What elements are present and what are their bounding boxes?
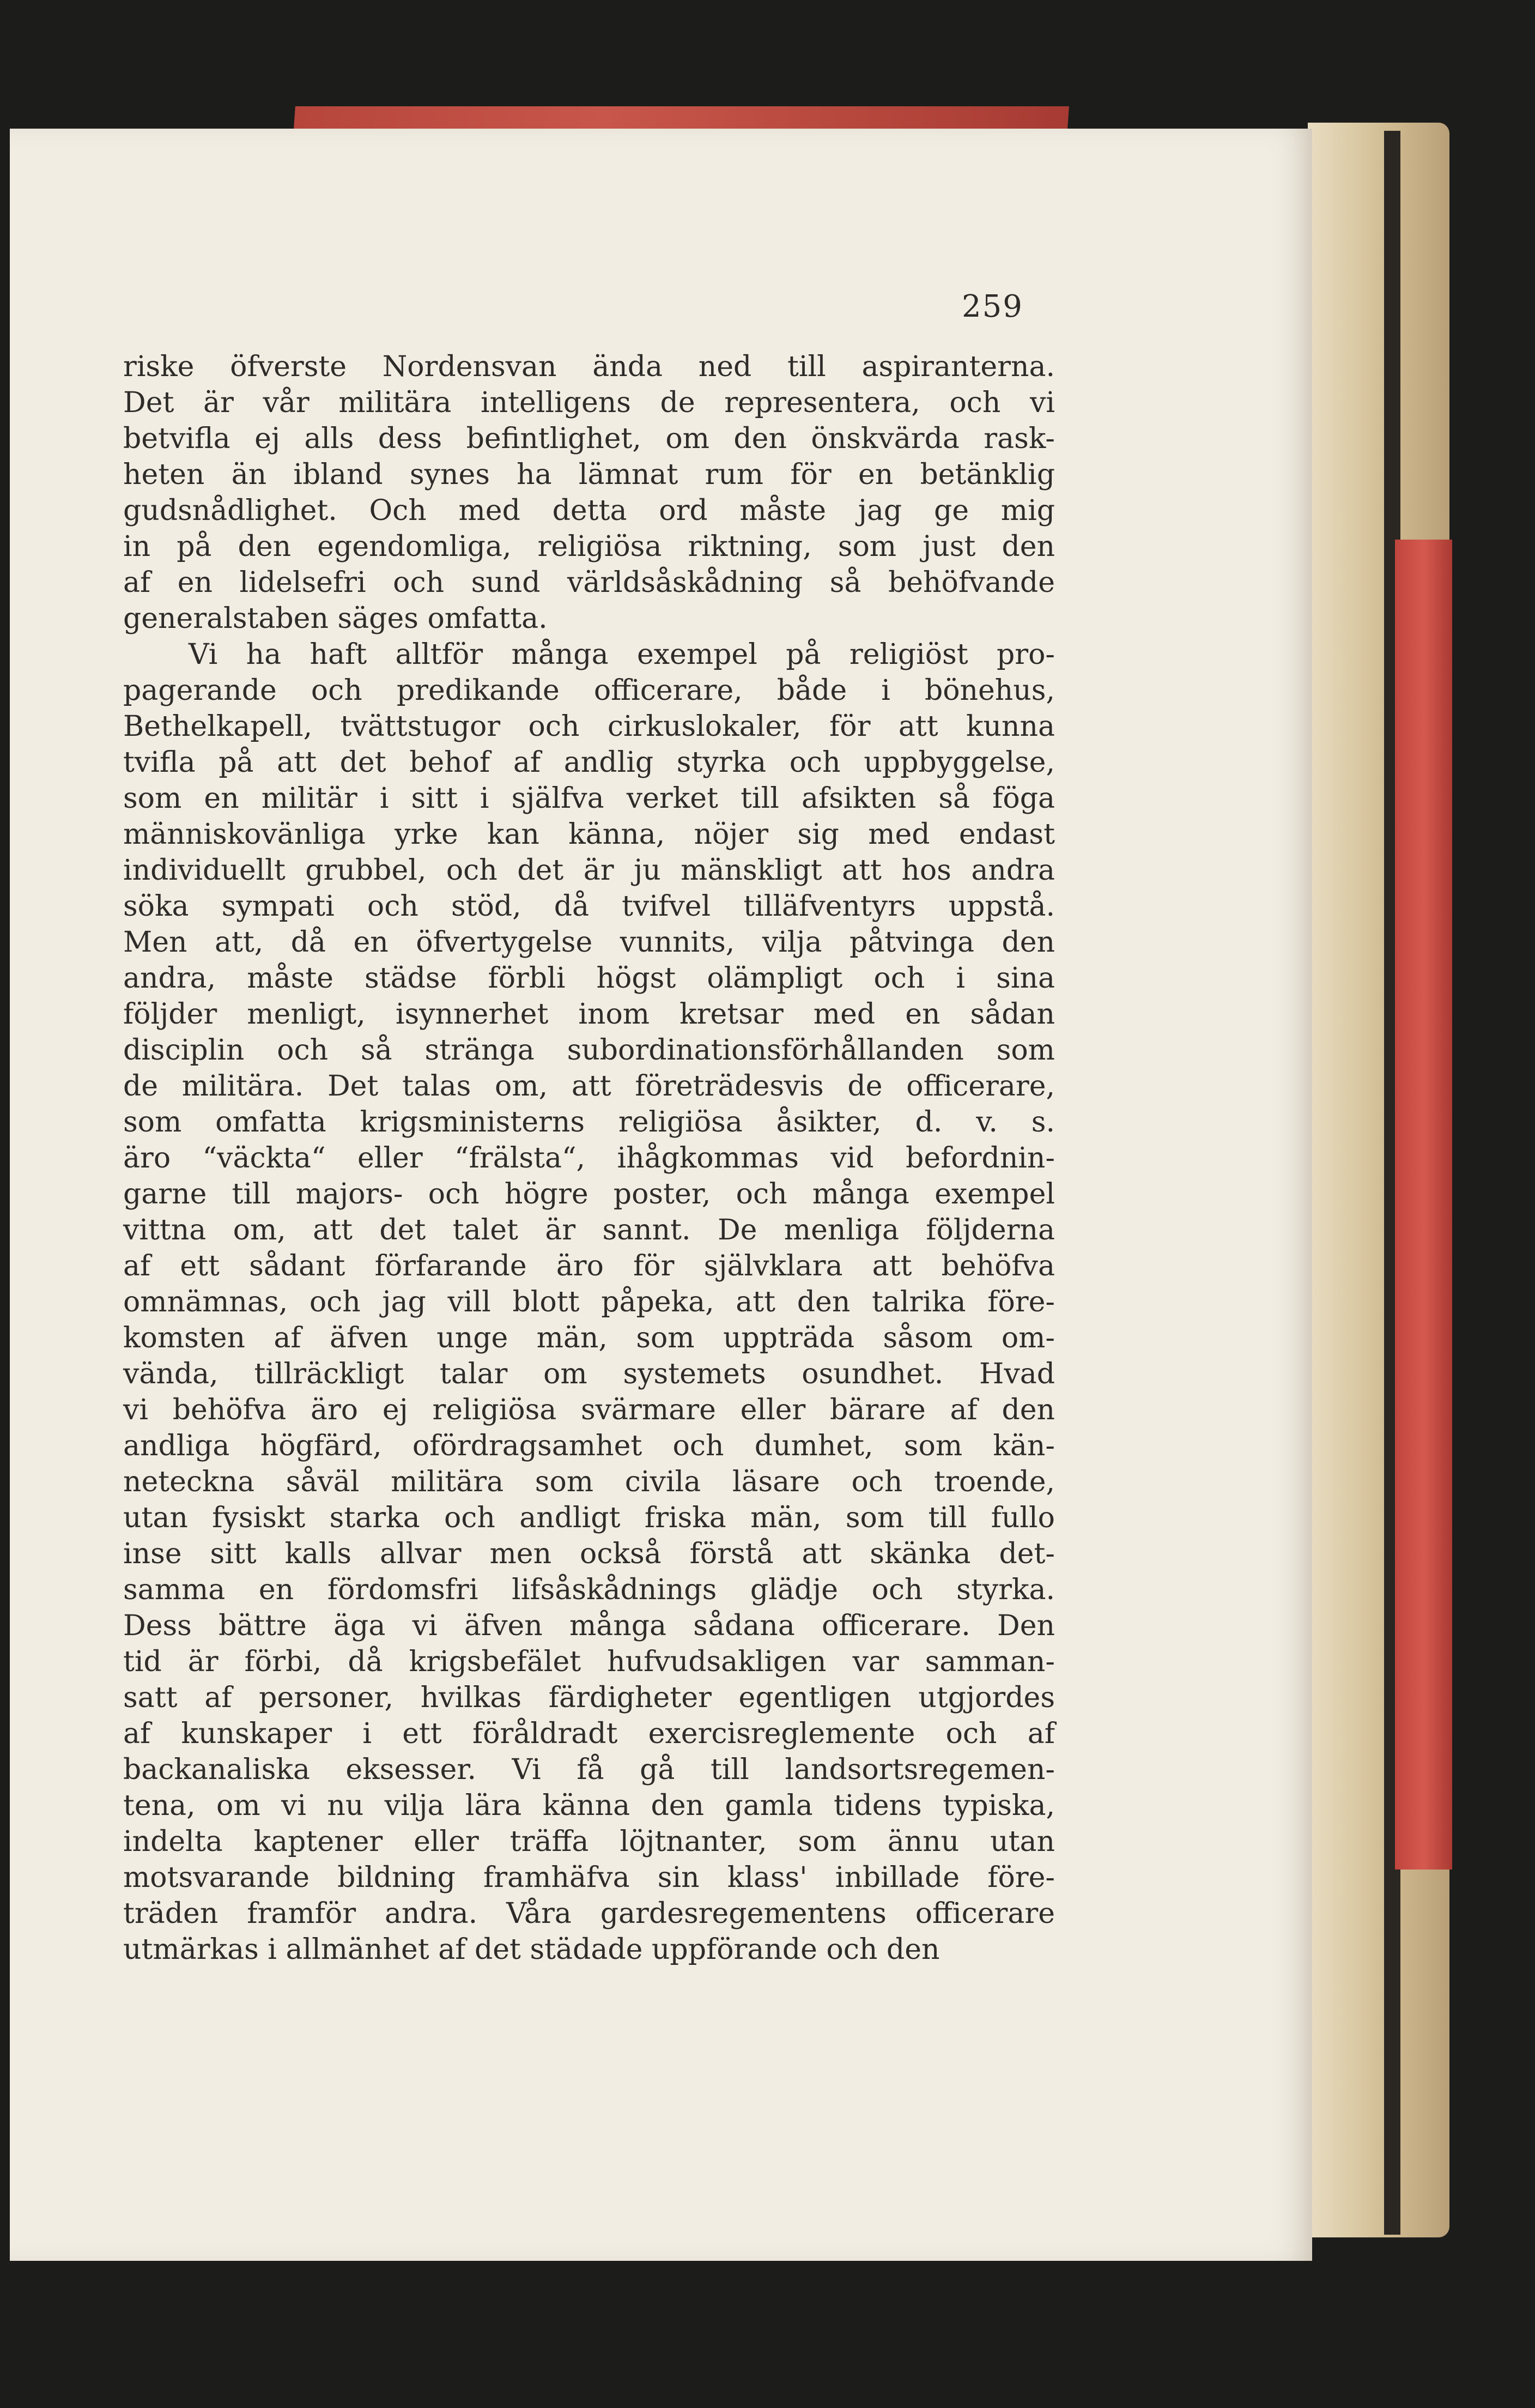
text-line: Bethelkapell, tvättstugor och cirkuslokaler, för att kunna	[123, 710, 1055, 743]
text-line: pagerande och predikande officerare, både i bönehus,	[123, 674, 1055, 707]
text-line: träden framför andra. Våra gardesregementens officerare	[123, 1897, 1055, 1930]
text-line: individuellt grubbel, och det är ju mänskligt att hos andra	[123, 854, 1055, 887]
text-line: riske öfverste Nordensvan ända ned till aspiranterna.	[123, 350, 1055, 383]
text-line: som en militär i sitt i själfva verket till afsikten så föga	[123, 782, 1055, 815]
text-line: följder menligt, isynnerhet inom kretsar med en sådan	[123, 998, 1055, 1031]
text-line: indelta kaptener eller träffa löjtnanter, som ännu utan	[123, 1825, 1055, 1858]
text-line: af ett sådant förfarande äro för självklara att behöfva	[123, 1250, 1055, 1282]
text-line: tid är förbi, då krigsbefälet hufvudsakligen var samman-	[123, 1645, 1055, 1678]
text-line: motsvarande bildning framhäfva sin klass' inbillade före-	[123, 1861, 1055, 1894]
text-line: af en lidelsefri och sund världsåskådning så behöfvande	[123, 566, 1055, 599]
text-line: samma en fördomsfri lifsåskådnings glädje och styrka.	[123, 1574, 1055, 1606]
text-line: vända, tillräckligt talar om systemets osundhet. Hvad	[123, 1358, 1055, 1390]
text-line: satt af personer, hvilkas färdigheter egentligen utgjordes	[123, 1681, 1055, 1714]
text-line: af kunskaper i ett föråldradt exercisreglemente och af	[123, 1717, 1055, 1750]
text-line: tena, om vi nu vilja lära känna den gamla tidens typiska,	[123, 1789, 1055, 1822]
text-line: disciplin och så stränga subordinationsförhållanden som	[123, 1034, 1055, 1067]
text-line: vittna om, att det talet är sannt. De menliga följderna	[123, 1214, 1055, 1247]
body-text	[123, 349, 1055, 1968]
text-line: tvifla på att det behof af andlig styrka och uppbyggelse,	[123, 746, 1055, 779]
text-line: andliga högfärd, ofördragsamhet och dumhet, som kän-	[123, 1430, 1055, 1462]
text-line: de militära. Det talas om, att företrädesvis de officerare,	[123, 1070, 1055, 1103]
text-line: människovänliga yrke kan känna, nöjer sig med endast	[123, 818, 1055, 851]
text-line: äro “väckta“ eller “frälsta“, ihågkommas vid befordnin-	[123, 1142, 1055, 1175]
text-line: betvifla ej alls dess befintlighet, om den önskvärda rask-	[123, 422, 1055, 455]
text-line: vi behöfva äro ej religiösa svärmare eller bärare af den	[123, 1394, 1055, 1426]
text-line: inse sitt kalls allvar men också förstå att skänka det-	[123, 1538, 1055, 1570]
text-line: garne till majors- och högre poster, och många exempel	[123, 1178, 1055, 1211]
text-line: neteckna såväl militära som civila läsare och troende,	[123, 1466, 1055, 1498]
text-line: som omfatta krigsministerns religiösa åsikter, d. v. s.	[123, 1106, 1055, 1139]
text-line: utmärkas i allmänhet af det städade uppförande och den	[123, 1933, 940, 1966]
red-edge-marking	[1395, 540, 1452, 1869]
text-line: Dess bättre äga vi äfven många sådana officerare. Den	[123, 1610, 1055, 1642]
text-line: Vi ha haft alltför många exempel på religiöst pro-	[189, 638, 1055, 671]
text-line: Men att, då en öfvertygelse vunnits, vilja påtvinga den	[123, 926, 1055, 959]
page-number: 259	[962, 289, 1023, 324]
text-line: söka sympati och stöd, då tvifvel tilläfventyrs uppstå.	[123, 890, 1055, 923]
text-line: backanaliska eksesser. Vi få gå till landsortsregemen-	[123, 1753, 1055, 1786]
text-line: andra, måste städse förbli högst olämpligt och i sina	[123, 962, 1055, 995]
text-line: komsten af äfven unge män, som uppträda såsom om-	[123, 1322, 1055, 1354]
text-line: heten än ibland synes ha lämnat rum för en betänklig	[123, 458, 1055, 491]
text-line: utan fysiskt starka och andligt friska män, som till fullo	[123, 1502, 1055, 1534]
text-line: generalstaben säges omfatta.	[123, 602, 548, 635]
text-line: gudsnådlighet. Och med detta ord måste jag ge mig	[123, 494, 1055, 527]
text-line: omnämnas, och jag vill blott påpeka, att den talrika före-	[123, 1286, 1055, 1318]
text-line: in på den egendomliga, religiösa riktning, som just den	[123, 530, 1055, 563]
text-line: Det är vår militära intelligens de representera, och vi	[123, 386, 1055, 419]
